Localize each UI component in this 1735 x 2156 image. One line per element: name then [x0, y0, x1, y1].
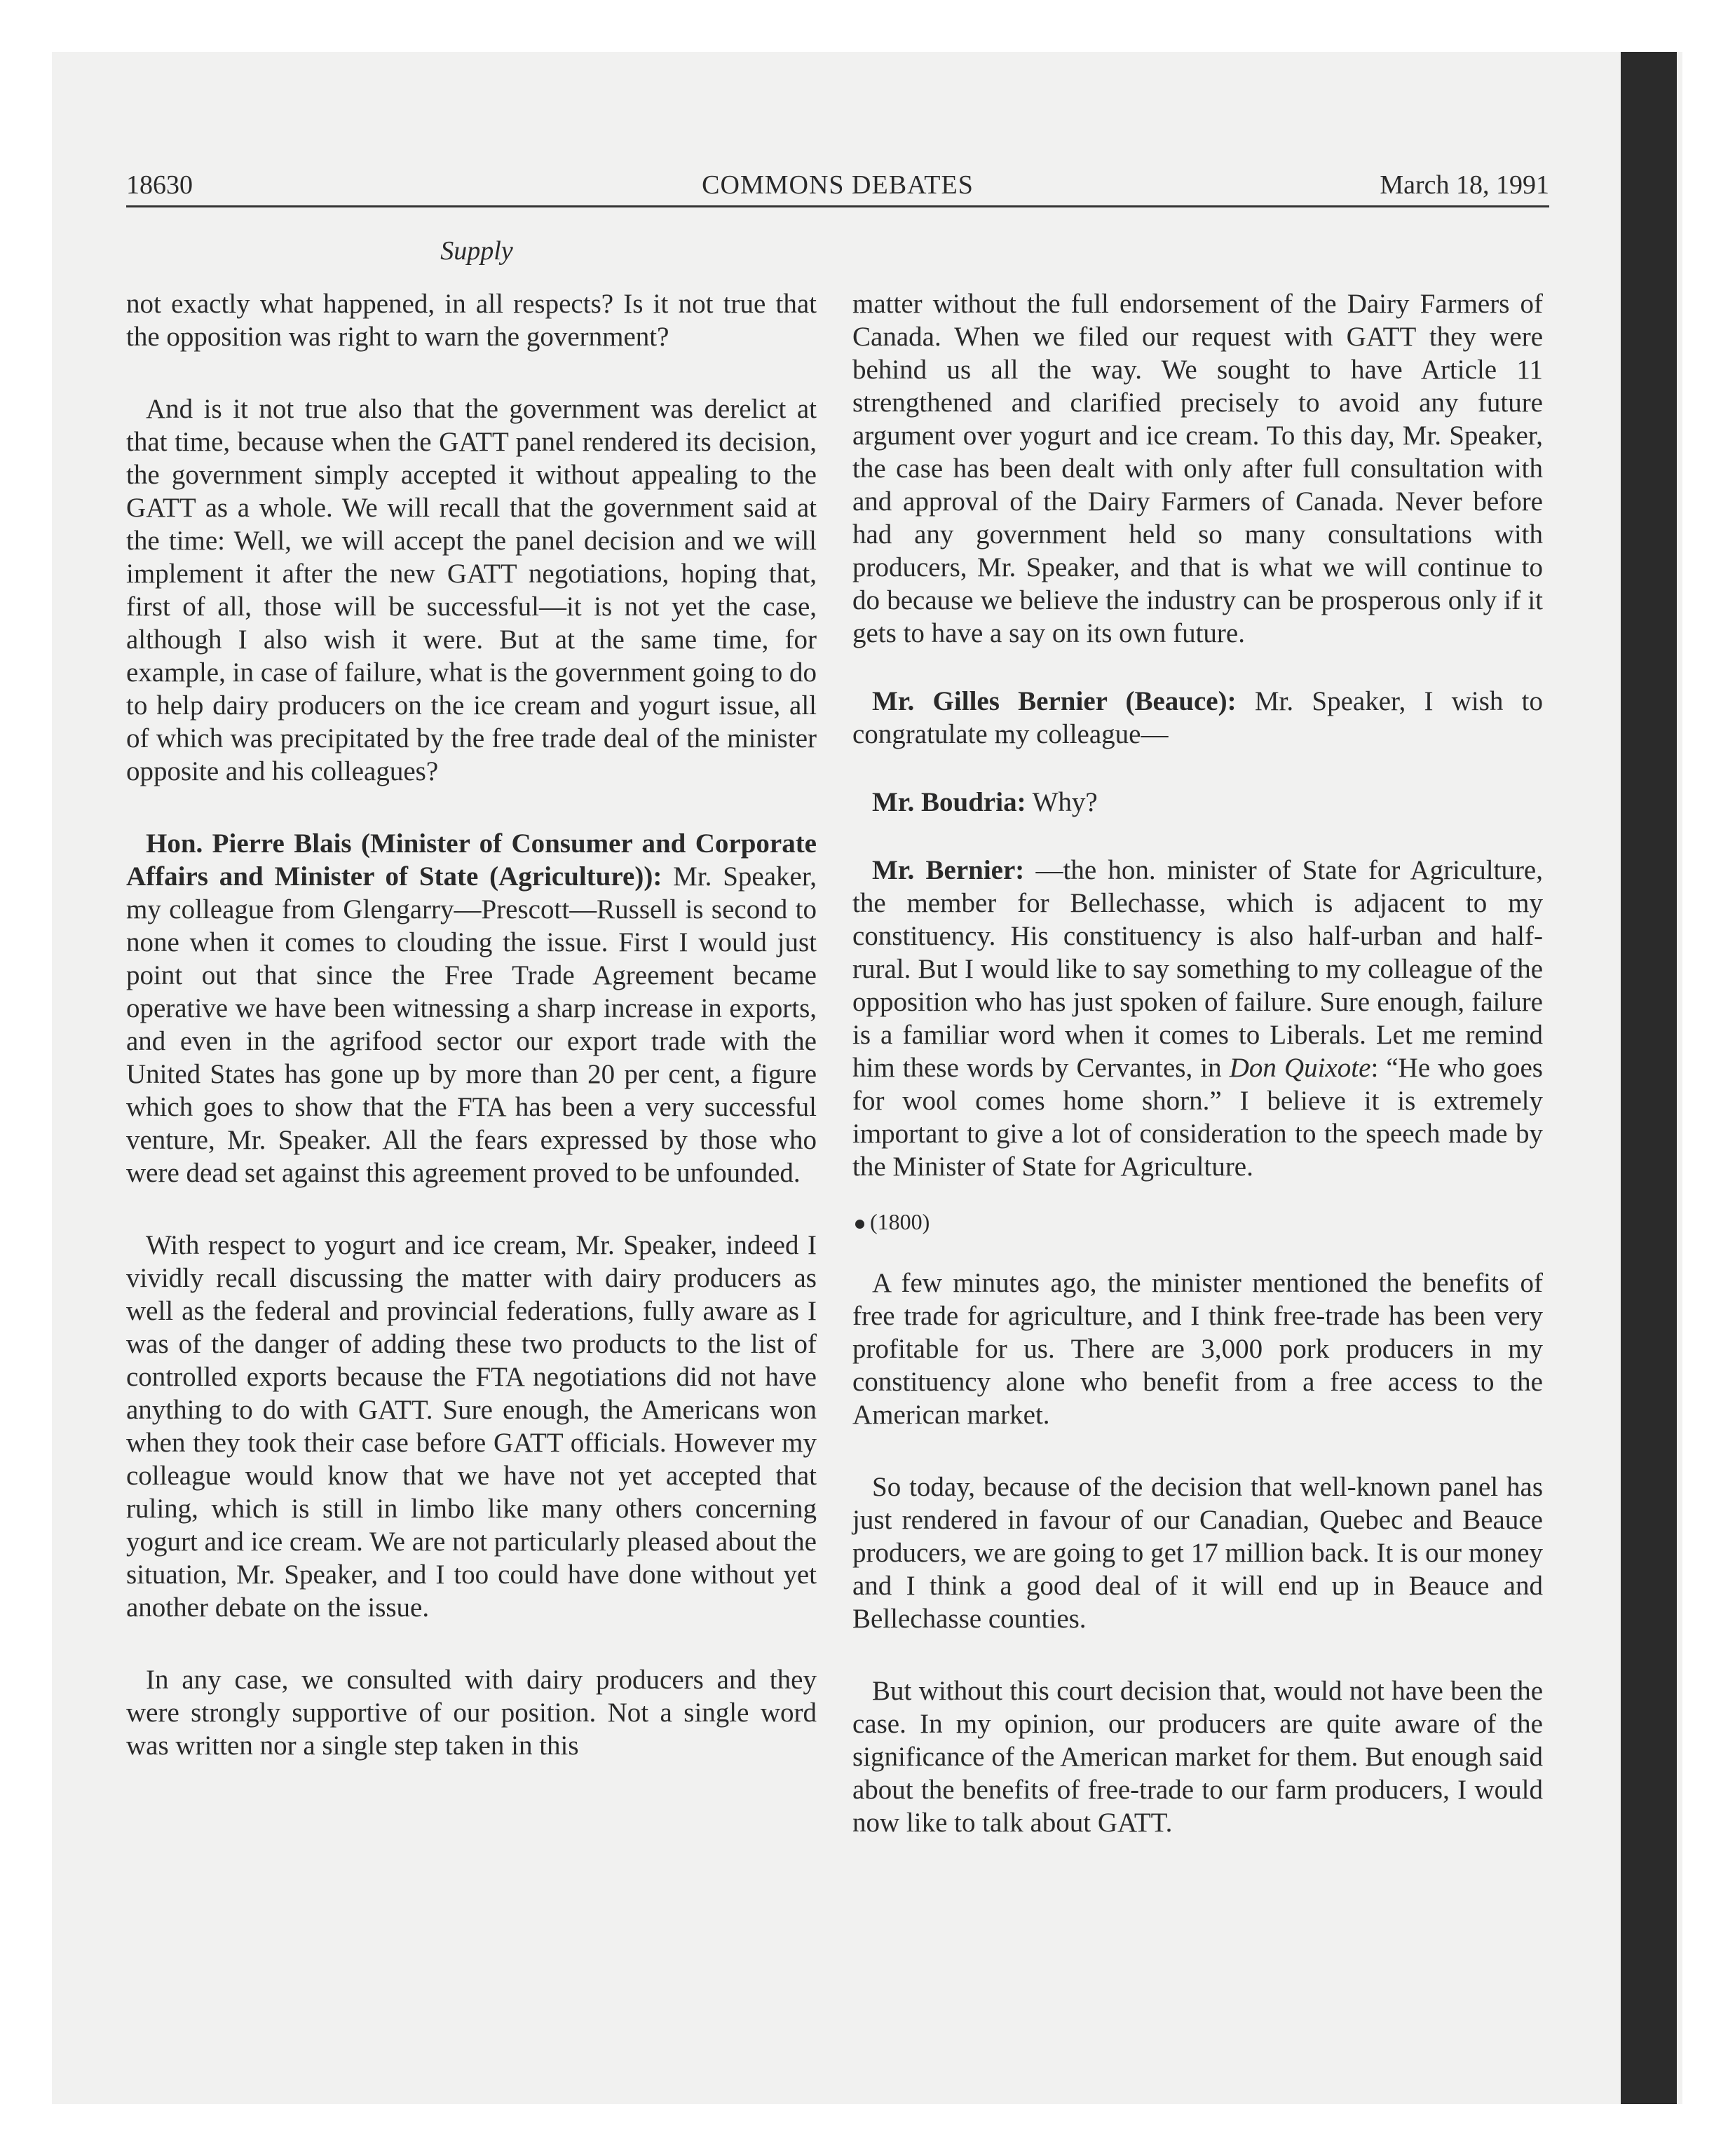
speaker-name: Hon. Pierre Blais (Minister of Consumer and Corporate Affairs and Minister of State (Agriculture)): — [126, 828, 817, 892]
page-header — [126, 165, 1549, 205]
header-rule — [126, 205, 1549, 207]
paragraph: But without this court decision that, would not have been the case. In my opinion, our producers are quite aware of the significance of the American market for them. But enough said about the benefits of free-trade to our farm producers, I would now like to talk about GATT. — [852, 1676, 1543, 1838]
speech-text: : “He who goes for wool comes home shorn.” I believe it is extremely important to give a lot of consideration to the speech made by the Minister of State for Agriculture. — [852, 1053, 1543, 1182]
paragraph: not exactly what happened, in all respects? Is it not true that the opposition was right to warn the government? — [126, 289, 817, 352]
section-heading: Supply — [440, 236, 513, 266]
speaker-name: Mr. Gilles Bernier (Beauce): — [872, 686, 1237, 716]
speaker-name: Mr. Bernier: — [872, 855, 1025, 885]
speech-paragraph — [852, 685, 1543, 751]
paragraph: And is it not true also that the government was derelict at that time, because when the GATT panel rendered its decision, the government simply accepted it without appealing to the GATT as a whole. We will recall that the government said at the time: Well, we will accept the panel decision and we will implement it after the new GATT negotiations, hoping that, first of all, those will be successful—it is not yet the case, although I also wish it were. But at the same time, for example, in case of failure, what is the government going to do to help dairy producers on the ice cream and yogurt issue, all of which was precipitated by the free trade deal of the minister opposite and his colleagues? — [126, 394, 817, 786]
publication-date: March 18, 1991 — [1380, 170, 1549, 200]
speech-text: Why? — [1032, 787, 1098, 817]
paragraph: With respect to yogurt and ice cream, Mr. Speaker, indeed I vividly recall discussing the matter with dairy producers as well as the federal and provincial federations, fully aware as I was of the danger of adding these two products to the list of controlled exports because the FTA negotiations did not have anything to do with GATT. Sure enough, the Americans won when they took their case before GATT officials. However my colleague would know that we have not yet accepted that ruling, which is still in limbo like many others concerning yogurt and ice cream. We are not particularly pleased about the situation, Mr. Speaker, and I too could have done without yet another debate on the issue. — [126, 1230, 817, 1623]
scan-edge-shadow — [1621, 52, 1677, 2104]
time-marker-text: (1800) — [870, 1209, 930, 1234]
paragraph: matter without the full endorsement of the Dairy Farmers of Canada. When we filed our request with GATT they were behind us all the way. We sought to have Article 11 strengthened and clarified precisely to avoid any future argument over yogurt and ice cream. To this day, Mr. Speaker, the case has been dealt with only after full consultation with and approval of the Dairy Farmers of Canada. Never before had any government held so many consultations with producers, Mr. Speaker, and that is what we will continue to do because we believe the industry can be prosperous only if it gets to have a say on its own future. — [852, 289, 1543, 648]
paragraph: In any case, we consulted with dairy producers and they were strongly supportive of our position. Not a single word was written nor a single step taken in this — [126, 1665, 817, 1761]
left-column — [126, 287, 817, 1762]
page-number: 18630 — [126, 170, 193, 200]
paragraph: A few minutes ago, the minister mentioned the benefits of free trade for agriculture, and I think free-trade has been very profitable for us. There are 3,000 pork producers in my constituency alone who benefit from a free access to the American market. — [852, 1268, 1543, 1430]
speech-paragraph — [126, 827, 817, 1189]
speech-paragraph — [852, 854, 1543, 1183]
right-column — [852, 287, 1543, 1839]
speech-text: Mr. Speaker, I wish to congratulate my colleague— — [852, 686, 1544, 749]
speaker-name: Mr. Boudria: — [872, 787, 1026, 817]
paragraph: So today, because of the decision that well-known panel has just rendered in favour of our Canadian, Quebec and Beauce producers, we are going to get 17 million back. It is our money and I think a good deal of it will end up in Beauce and Bellechasse counties. — [852, 1472, 1543, 1634]
speech-text: Mr. Speaker, my colleague from Glengarry—Prescott—Russell is second to none when it comes to clouding the issue. First I would just point out that since the Free Trade Agreement became operative we have been witnessing a sharp increase in exports, and even in the agrifood sector our export trade with the United States has gone up by more than 20 per cent, a figure which goes to show that the FTA has been a very successful venture, Mr. Speaker. All the fears expressed by those who were dead set against this agreement proved to be unfounded. — [126, 861, 817, 1188]
bullet-icon — [855, 1220, 864, 1229]
speech-paragraph — [852, 786, 1543, 819]
speech-text: —the hon. minister of State for Agriculture, the member for Bellechasse, which is adjacent to my constituency. His constituency is also half-urban and half-rural. But I would like to say something to my colleague of the opposition who has just spoken of failure. Sure enough, failure is a familiar word when it comes to Liberals. Let me remind him these words by Cervantes, in — [852, 855, 1543, 1083]
book-title: Don Quixote — [1229, 1053, 1371, 1083]
time-marker — [852, 1206, 1543, 1239]
publication-title: COMMONS DEBATES — [702, 170, 974, 200]
